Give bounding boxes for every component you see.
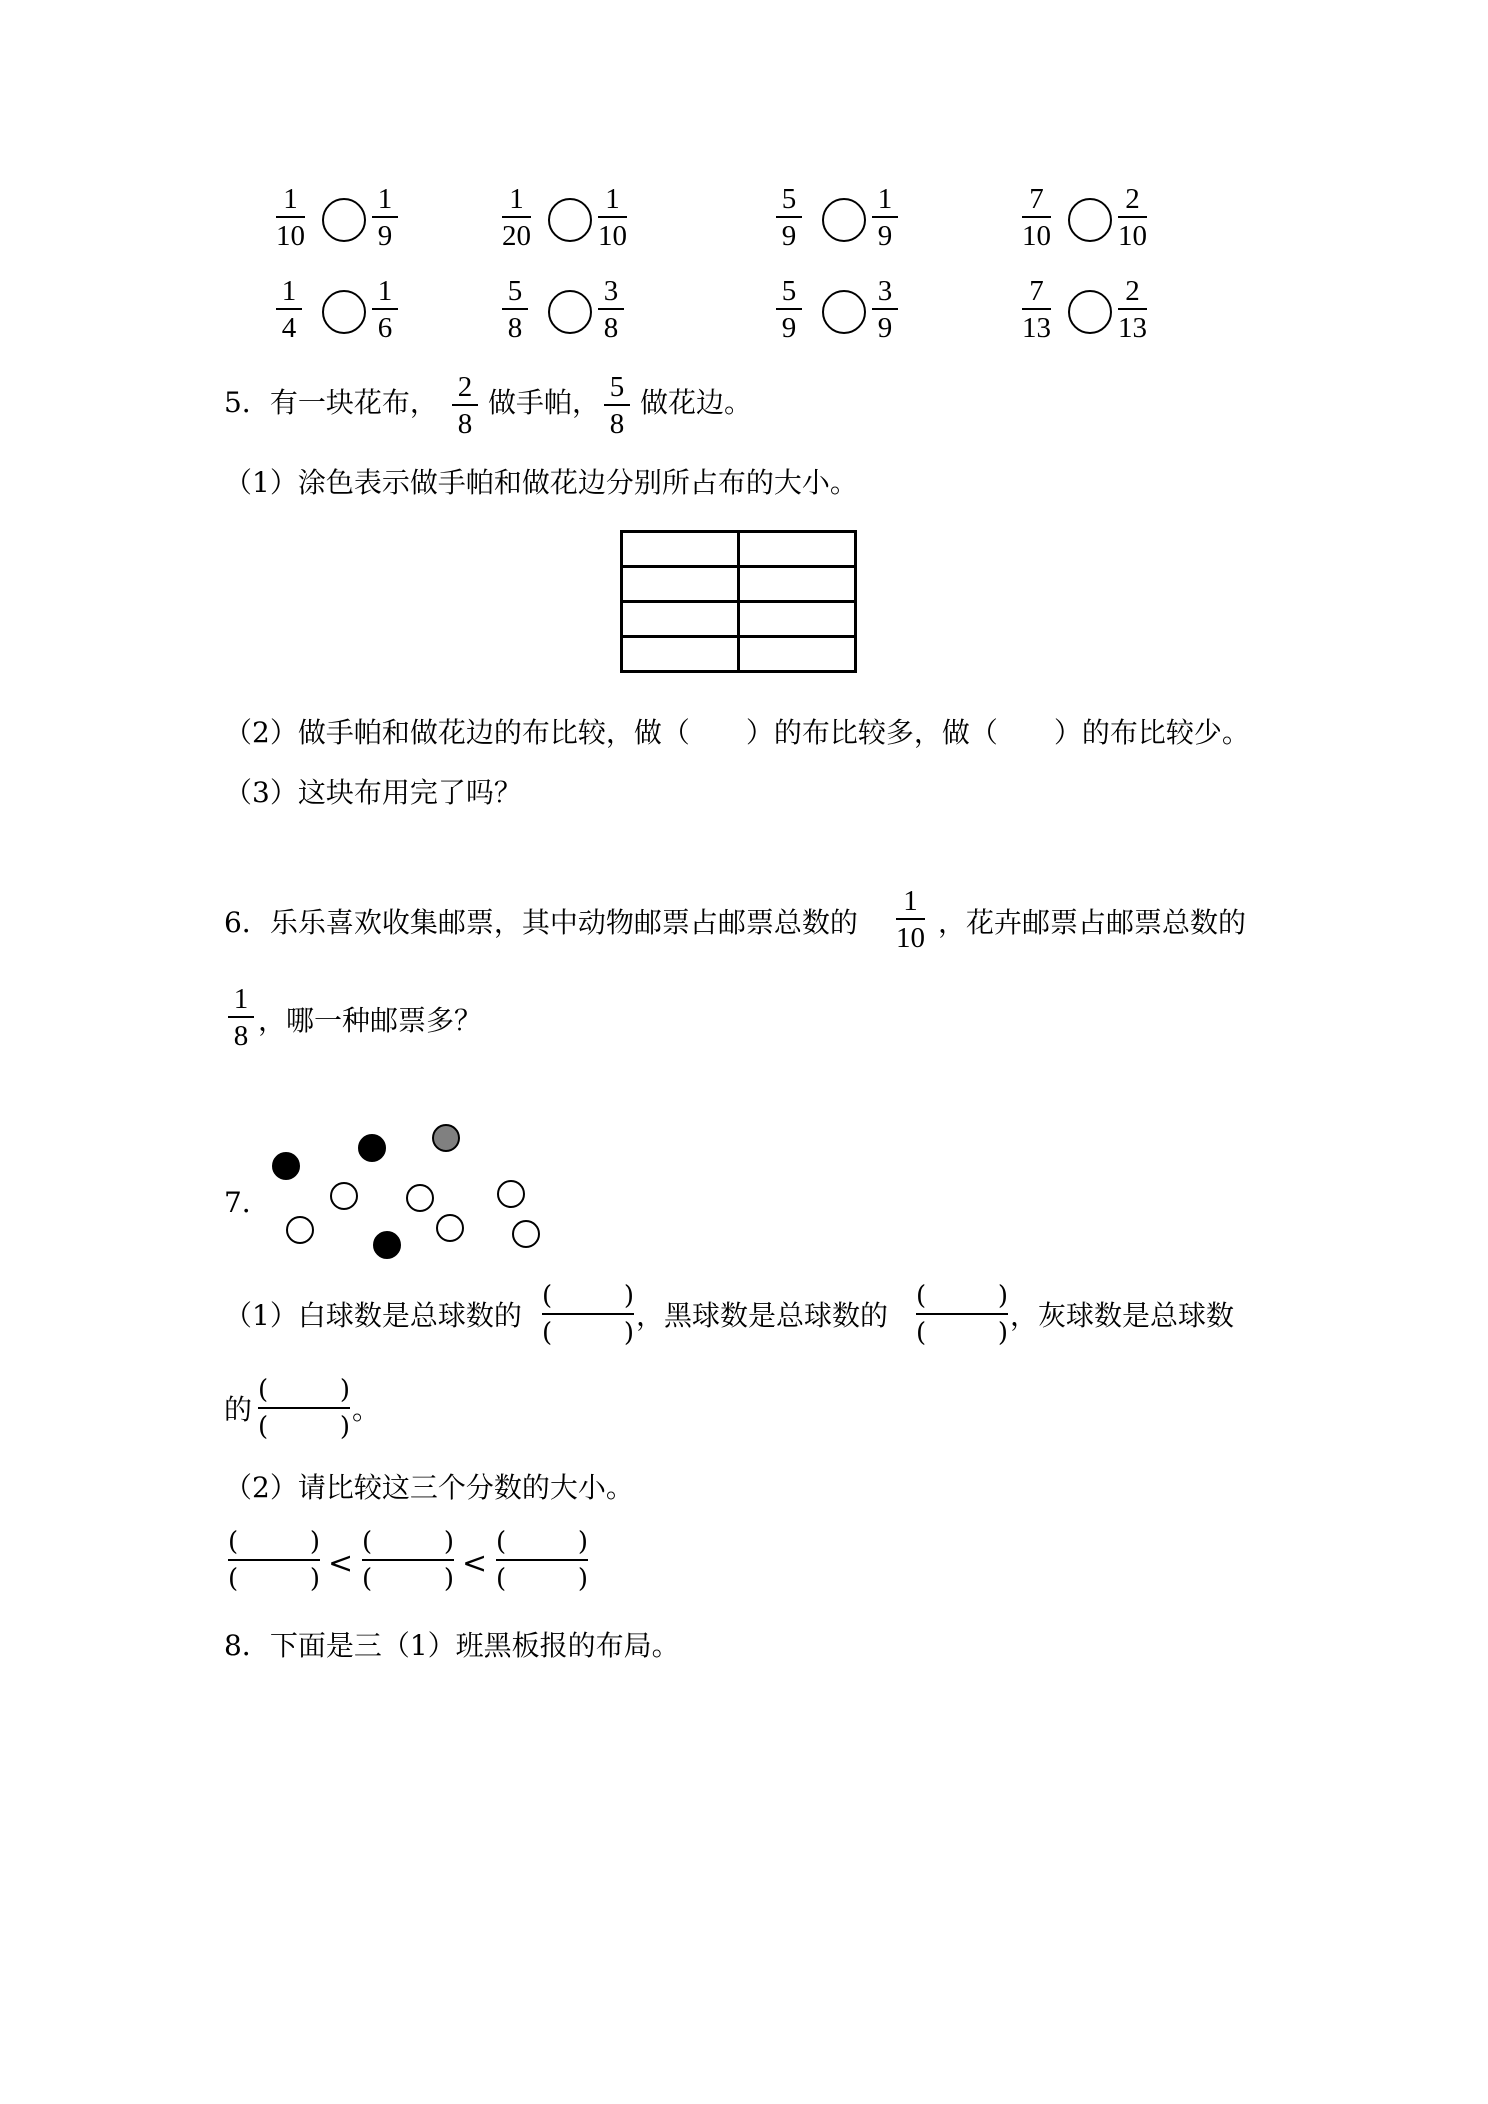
compare-circle[interactable] xyxy=(1068,198,1112,242)
right-fraction: 3 9 xyxy=(872,276,898,343)
less-than-sign: < xyxy=(462,1546,488,1581)
white-ball xyxy=(330,1182,358,1210)
q6-fraction-1-10: 1 10 xyxy=(896,885,925,954)
q7-label: 7． xyxy=(224,1186,270,1219)
answer-fraction-blank[interactable]: ( ) ( ) xyxy=(496,1527,588,1594)
answer-fraction-blank[interactable]: ( ) ( ) xyxy=(362,1527,454,1594)
compare-circle[interactable] xyxy=(822,198,866,242)
compare-circle[interactable] xyxy=(322,198,366,242)
q5-fraction-2-8: 2 8 xyxy=(452,372,478,439)
left-fraction: 5 9 xyxy=(776,276,802,343)
left-fraction: 5 8 xyxy=(502,276,528,343)
right-fraction: 3 8 xyxy=(598,276,624,343)
right-fraction: 1 10 xyxy=(598,183,627,252)
left-fraction: 7 13 xyxy=(1022,275,1051,344)
white-ball xyxy=(436,1214,464,1242)
white-ball xyxy=(286,1216,314,1244)
answer-fraction-blank[interactable]: ( ) ( ) xyxy=(542,1281,634,1348)
answer-fraction-blank[interactable]: ( ) ( ) xyxy=(228,1527,320,1594)
right-fraction: 1 9 xyxy=(372,184,398,251)
q5-fraction-5-8: 5 8 xyxy=(604,372,630,439)
q7-sub1-a: （1）白球数是总球数的 xyxy=(224,1299,522,1332)
grid-row xyxy=(622,532,856,567)
less-than-sign: < xyxy=(328,1546,354,1581)
grid-cell[interactable] xyxy=(739,567,856,602)
right-fraction: 2 13 xyxy=(1118,275,1147,344)
q7-sub1-d: 的 xyxy=(224,1393,253,1426)
compare-circle[interactable] xyxy=(548,290,592,334)
q8-text: 8．下面是三（1）班黑板报的布局。 xyxy=(224,1629,680,1662)
answer-fraction-blank[interactable]: ( ) ( ) xyxy=(916,1281,1008,1348)
compare-circle[interactable] xyxy=(822,290,866,334)
right-fraction: 1 9 xyxy=(872,184,898,251)
black-ball xyxy=(373,1231,401,1259)
q7-sub1-e: 。 xyxy=(352,1393,381,1426)
q5-sub3: （3）这块布用完了吗？ xyxy=(224,776,522,809)
grid-cell[interactable] xyxy=(622,637,739,672)
answer-fraction-blank[interactable]: ( ) ( ) xyxy=(258,1375,350,1442)
grid-cell[interactable] xyxy=(739,637,856,672)
grid-cell[interactable] xyxy=(622,602,739,637)
q7-sub2: （2）请比较这三个分数的大小。 xyxy=(224,1471,634,1504)
q6-text-a: 6．乐乐喜欢收集邮票，其中动物邮票占邮票总数的 xyxy=(224,906,858,939)
q7-sub1-b: ，黑球数是总球数的 xyxy=(636,1299,889,1332)
q5-intro-a: 5．有一块花布， xyxy=(224,386,438,419)
grid-cell[interactable] xyxy=(739,602,856,637)
left-fraction: 1 20 xyxy=(502,183,531,252)
gray-ball xyxy=(432,1124,460,1152)
compare-circle[interactable] xyxy=(322,290,366,334)
black-ball xyxy=(272,1152,300,1180)
grid-cell[interactable] xyxy=(622,567,739,602)
q5-intro-c: 做花边。 xyxy=(640,386,753,419)
black-ball xyxy=(358,1134,386,1162)
white-ball xyxy=(497,1180,525,1208)
grid-row xyxy=(622,567,856,602)
grid-row xyxy=(622,637,856,672)
white-ball xyxy=(512,1220,540,1248)
right-fraction: 2 10 xyxy=(1118,183,1147,252)
q5-intro-b: 做手帕， xyxy=(488,386,601,419)
grid-cell[interactable] xyxy=(622,532,739,567)
q6-fraction-1-8: 1 8 xyxy=(228,984,254,1051)
grid-cell[interactable] xyxy=(739,532,856,567)
left-fraction: 7 10 xyxy=(1022,183,1051,252)
q5-sub1: （1）涂色表示做手帕和做花边分别所占布的大小。 xyxy=(224,466,858,499)
q5-intro xyxy=(224,385,438,421)
q6-text-c: ，哪一种邮票多？ xyxy=(258,1004,483,1037)
cloth-grid[interactable] xyxy=(620,530,857,673)
left-fraction: 1 10 xyxy=(276,183,305,252)
q5-sub2: （2）做手帕和做花边的布比较，做（ ）的布比较多，做（ ）的布比较少。 xyxy=(224,716,1250,749)
compare-circle[interactable] xyxy=(1068,290,1112,334)
left-fraction: 1 4 xyxy=(276,276,302,343)
left-fraction: 5 9 xyxy=(776,184,802,251)
right-fraction: 1 6 xyxy=(372,276,398,343)
grid-row xyxy=(622,602,856,637)
compare-circle[interactable] xyxy=(548,198,592,242)
white-ball xyxy=(406,1184,434,1212)
q6-text-b: ，花卉邮票占邮票总数的 xyxy=(938,906,1247,939)
q7-sub1-c: ，灰球数是总球数 xyxy=(1010,1299,1235,1332)
